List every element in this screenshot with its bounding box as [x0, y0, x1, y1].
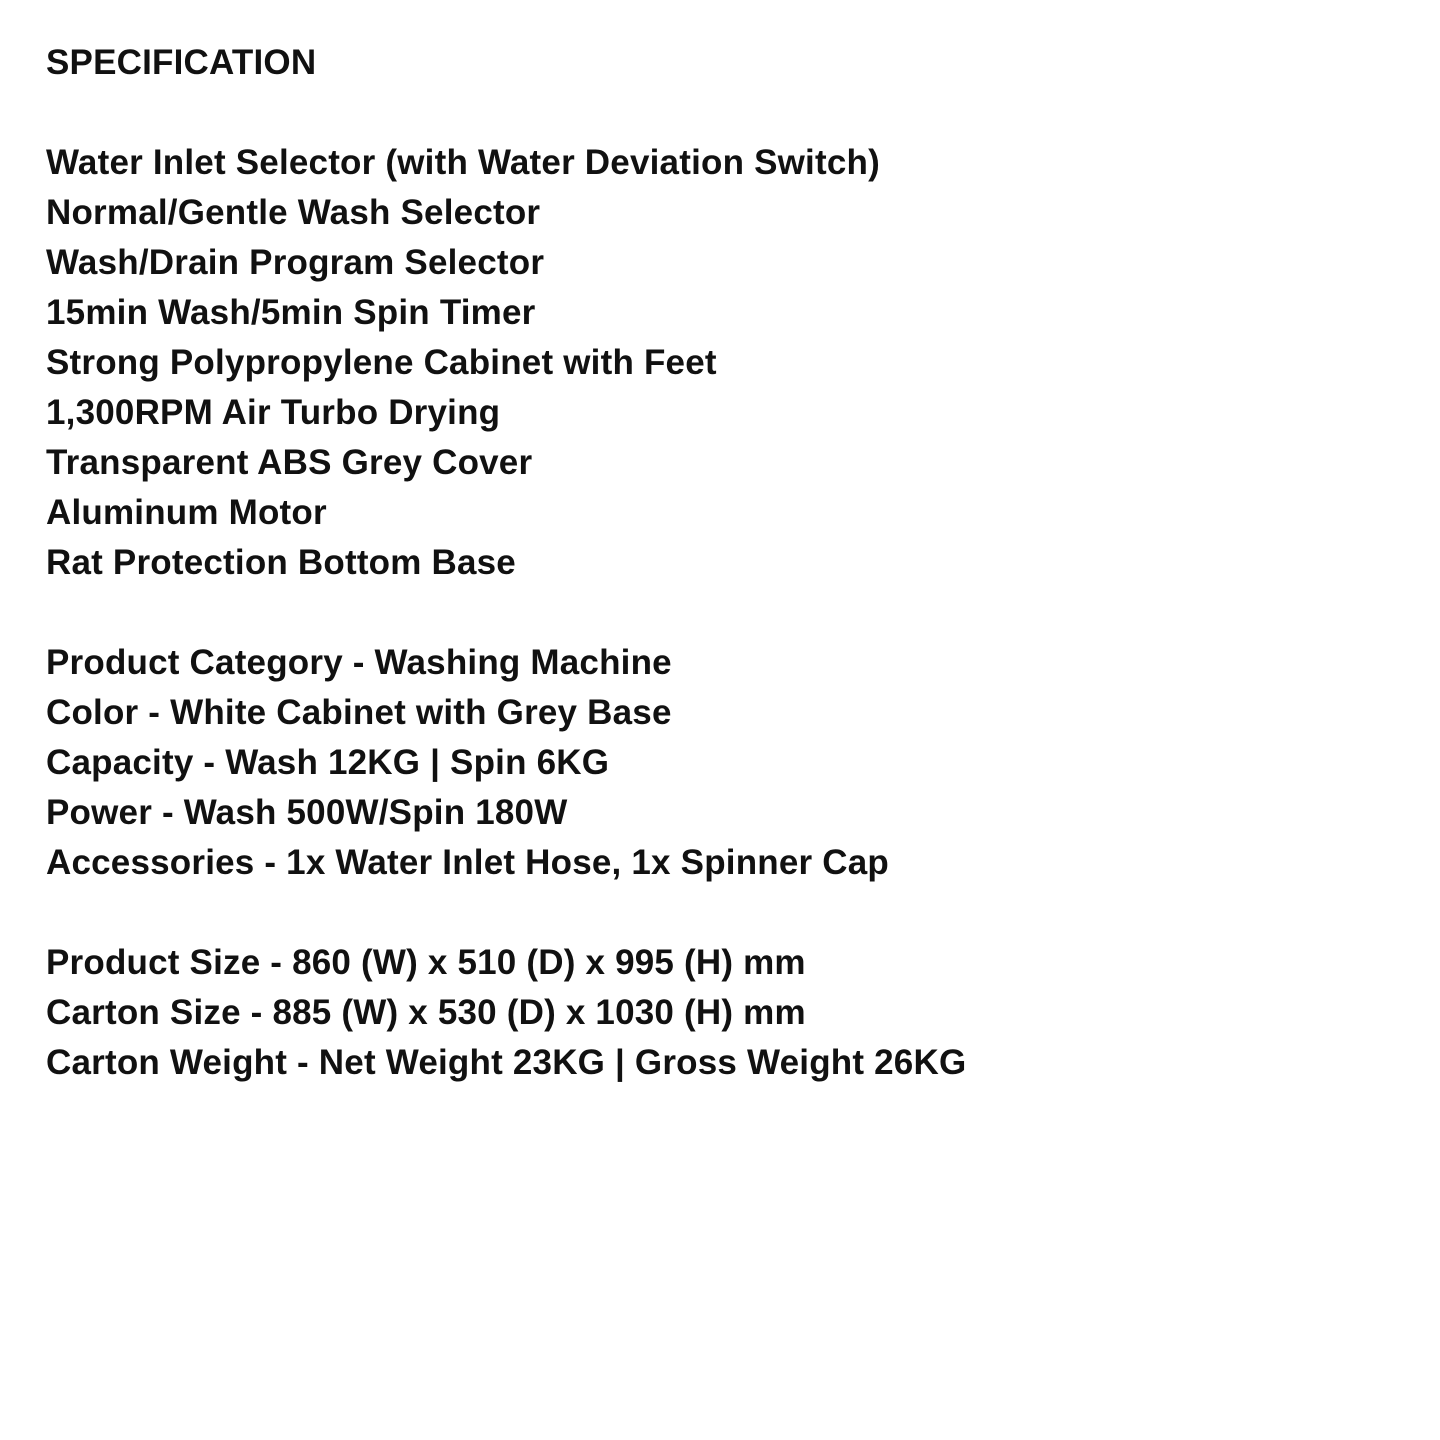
feature-item: Wash/Drain Program Selector	[46, 243, 545, 282]
feature-item: Transparent ABS Grey Cover	[46, 443, 533, 482]
detail-item: Power - Wash 500W/Spin 180W	[46, 793, 568, 832]
detail-item: Product Category - Washing Machine	[46, 643, 672, 682]
dimension-item: Carton Weight - Net Weight 23KG | Gross Weight 26KG	[46, 1043, 967, 1082]
features-list	[46, 138, 1406, 588]
feature-item: Rat Protection Bottom Base	[46, 543, 516, 582]
dimension-item: Product Size - 860 (W) x 510 (D) x 995 (H) mm	[46, 943, 806, 982]
feature-item: 1,300RPM Air Turbo Drying	[46, 393, 501, 432]
feature-item: Aluminum Motor	[46, 493, 327, 532]
dimensions-list	[46, 938, 1406, 1088]
section-spacer	[46, 588, 1406, 638]
page-title: SPECIFICATION	[46, 43, 317, 82]
detail-item: Accessories - 1x Water Inlet Hose, 1x Spinner Cap	[46, 843, 889, 882]
section-spacer	[46, 888, 1406, 938]
feature-item: 15min Wash/5min Spin Timer	[46, 293, 536, 332]
feature-item: Strong Polypropylene Cabinet with Feet	[46, 343, 717, 382]
detail-item: Color - White Cabinet with Grey Base	[46, 693, 672, 732]
feature-item: Normal/Gentle Wash Selector	[46, 193, 541, 232]
specification-sheet	[46, 38, 1406, 1088]
detail-item: Capacity - Wash 12KG | Spin 6KG	[46, 743, 610, 782]
feature-item: Water Inlet Selector (with Water Deviation Switch)	[46, 143, 880, 182]
dimension-item: Carton Size - 885 (W) x 530 (D) x 1030 (H) mm	[46, 993, 806, 1032]
section-spacer	[46, 88, 1406, 138]
details-list	[46, 638, 1406, 888]
